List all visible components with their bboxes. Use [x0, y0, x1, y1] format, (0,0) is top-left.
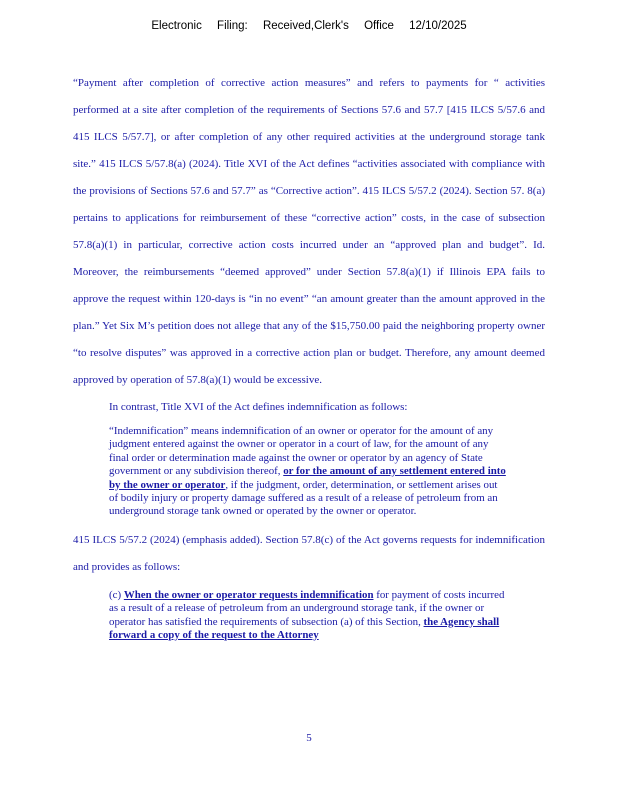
- quote2-emphasis2: the Agency shall forward a copy of the request to the Attorney: [109, 615, 500, 642]
- document-body: [73, 70, 545, 642]
- paragraph-payment-definition: “Payment after completion of corrective action measures” and refers to payments for “ activities performed at a site after completion of the requirements of Sections 57.6 and 57.7 [415 ILCS 5/57.6 and 415 ILCS 5/57.7], or after completion of any other required activities at the underground storage tank site.” 415 ILCS 5/57.8(a) (2024). Title XVI of the Act defines “activities associated with compliance with the provisions of Sections 57.6 and 57.7” as “Corrective action”. 415 ILCS 5/57.2 (2024). Section 57. 8(a) pertains to applications for reimbursement of these “corrective action” costs, in the case of subsection 57.8(a)(1) in particular, corrective action costs incurred under an “approved plan and budget”. Id. Moreover, the reimbursements “deemed approved” under Section 57.8(a)(1) if Illinois EPA fails to approve the request within 120-days is “in no event” “an amount greater than the amount approved in the plan.” Yet Six M’s petition does not allege that any of the $15,750.00 paid the neighboring property owner “to resolve disputes” was approved in a corrective action plan or budget. Therefore, any amount deemed approved by operation of 57.8(a)(1) would be excessive.: [73, 77, 545, 386]
- quote1-emphasis: or for the amount of any settlement entered into by the owner or operator: [109, 465, 506, 491]
- header-date: 12/10/2025: [409, 20, 467, 32]
- header-filing: Filing:: [217, 20, 248, 32]
- quote-indemnification-definition: [109, 425, 509, 519]
- paragraph-citation-section-57-8c: 415 ILCS 5/57.2 (2024) (emphasis added). Section 57.8(c) of the Act governs requests for indemnification and provides as follows:: [73, 533, 545, 573]
- paragraph-indemnification-intro: In contrast, Title XVI of the Act defines indemnification as follows:: [109, 401, 408, 413]
- filing-header: [0, 20, 618, 32]
- quote2-prefix: (c): [109, 588, 122, 601]
- quote1-part2: , if the judgment, order, determination, or settlement arises out of bodily injury or property damage suffered as a result of a release of petroleum from an underground storage tank owned or operated by the owner or operator.: [109, 478, 498, 518]
- header-received: Received,Clerk's: [262, 20, 349, 32]
- header-office: Office: [364, 20, 394, 32]
- page-number: 5: [306, 732, 312, 744]
- quote-section-57-8c: [109, 589, 509, 643]
- quote2-emphasis1: When the owner or operator requests indemnification: [123, 588, 374, 601]
- quote1-part1: “Indemnification” means indemnification of an owner or operator for the amount of any judgment entered against the owner or operator in a court of law, for the amount of any final order or determination made against the owner or operator by an agency of State government or any subdivision thereof,: [109, 425, 494, 478]
- header-electronic: Electronic: [151, 20, 202, 32]
- quote2-part1: for payment of costs incurred as a result of a release of petroleum from an underground storage tank, if the owner or operator has satisfied the requirements of subsection (a) of this Section,: [109, 588, 505, 628]
